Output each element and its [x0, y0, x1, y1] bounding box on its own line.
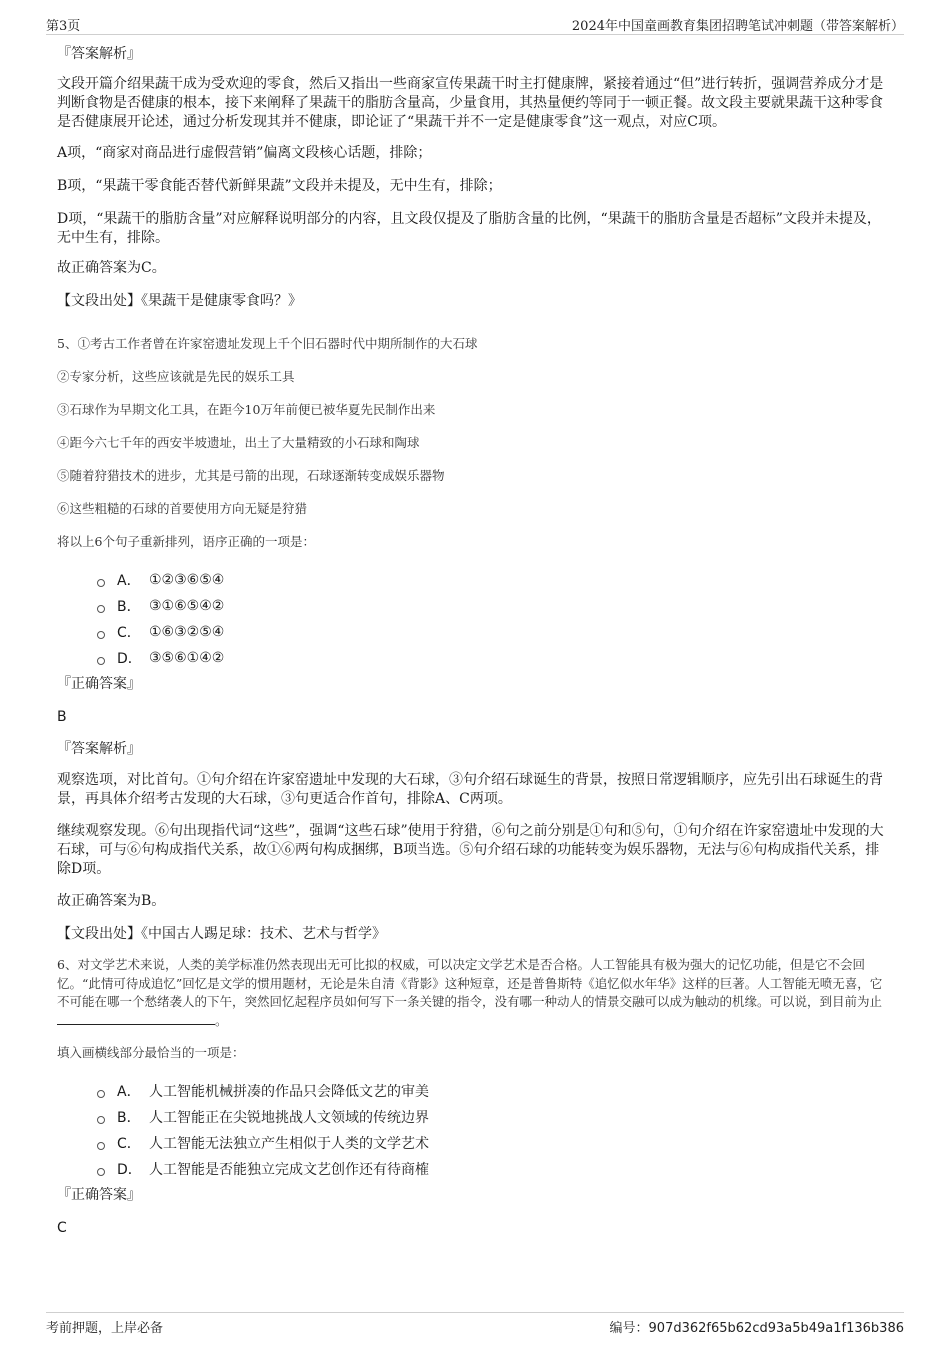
- analysis-paragraph: 继续观察发现。⑥句出现指代词“这些”，强调“这些石球”使用于狩猎，⑥句之前分别是①句和⑤句，①句介绍在许家窑遗址中发现的大石球，可与⑥句构成指代关系，故①⑥两句构成捆绑，B项当选。⑤句介绍石球的功能转变为娱乐器物，无法与⑥句构成指代关系，排除D项。: [57, 823, 884, 877]
- document-title: 2024年中国童画教育集团招聘笔试冲刺题（带答案解析）: [571, 18, 904, 34]
- question-5-sentence-6: ⑥这些粗糙的石球的首要使用方向无疑是狩猎: [57, 501, 308, 516]
- option-d[interactable]: D． 人工智能是否能独立完成文艺创作还有待商榷: [97, 1156, 893, 1182]
- question-5-sentence-3: ③石球作为早期文化工具，在距今10万年前便已被华夏先民制作出来: [57, 402, 436, 417]
- analysis-conclusion: 故正确答案为B。: [57, 893, 166, 909]
- answer-analysis-label: 『答案解析』: [57, 741, 141, 757]
- correct-answer-label: 『正确答案』: [57, 676, 141, 692]
- analysis-option-b: B项，“果蔬干零食能否替代新鲜果蔬”文段并未提及，无中生有，排除；: [57, 178, 502, 194]
- question-5-sentence-5: ⑤随着狩猎技术的进步，尤其是弓箭的出现，石球逐渐转变成娱乐器物: [57, 468, 445, 483]
- radio-icon[interactable]: [97, 631, 105, 639]
- radio-icon[interactable]: [97, 1168, 105, 1176]
- radio-icon[interactable]: [97, 1090, 105, 1098]
- radio-icon[interactable]: [97, 605, 105, 613]
- analysis-paragraph: 文段开篇介绍果蔬干成为受欢迎的零食，然后又指出一些商家宣传果蔬干时主打健康牌，紧接着通过“但”进行转折，强调营养成分才是判断食物是否健康的根本，接下来阐释了果蔬干的脂肪含量高，少量食用，其热量便约等同于一顿正餐。故文段主要就果蔬干这种零食是否健康展开论述，通过分析发现其并不健康，即论证了“果蔬干并不一定是健康零食”这一观点，对应C项。: [57, 76, 884, 130]
- question-5-sentence-2: ②专家分析，这些应该就是先民的娱乐工具: [57, 369, 295, 384]
- page-footer: [46, 1312, 904, 1336]
- radio-icon[interactable]: [97, 657, 105, 665]
- question-5-sentence-4: ④距今六七千年的西安半坡遗址，出土了大量精致的小石球和陶球: [57, 435, 420, 450]
- question-5-options: [57, 567, 893, 671]
- option-b[interactable]: B． ③①⑥⑤④②: [97, 593, 893, 619]
- question-6-prompt: 填入画横线部分最恰当的一项是：: [57, 1045, 245, 1060]
- page-number: 第3页: [46, 18, 81, 34]
- analysis-conclusion: 故正确答案为C。: [57, 260, 166, 276]
- question-5-sentence-1: 5、①考古工作者曾在许家窑遗址发现上千个旧石器时代中期所制作的大石球: [57, 336, 478, 351]
- analysis-option-d: D项，“果蔬干的脂肪含量”对应解释说明部分的内容，且文段仅提及了脂肪含量的比例，“果蔬干的脂肪含量是否超标”文段并未提及，无中生有，排除。: [57, 211, 881, 246]
- analysis-option-a: A项，“商家对商品进行虚假营销”偏离文段核心话题，排除；: [57, 145, 432, 161]
- correct-answer: B: [57, 709, 67, 725]
- radio-icon[interactable]: [97, 1116, 105, 1124]
- analysis-paragraph: 观察选项，对比首句。①句介绍在许家窑遗址中发现的大石球，③句介绍石球诞生的背景，按照日常逻辑顺序，应先引出石球诞生的背景，再具体介绍考古发现的大石球，③句更适合作首句，排除A、C两项。: [57, 772, 883, 807]
- option-a[interactable]: A． 人工智能机械拼凑的作品只会降低文艺的审美: [97, 1078, 893, 1104]
- passage-source: 【文段出处】《果蔬干是健康零食吗？》: [57, 293, 302, 309]
- question-6-stem: 6、对文学艺术来说，人类的美学标准仍然表现出无可比拟的权威，可以决定文学艺术是否合格。人工智能具有极为强大的记忆功能，但是它不会回忆。“此情可待成追忆”回忆是文学的惯用题材，无论是朱自清《背影》这种短章，还是普鲁斯特《追忆似水年华》这样的巨著。人工智能无喷无喜，它不可能在哪一个愁绪袭人的下午，突然回忆起程序员如何写下一条关键的指令，没有哪一种动人的情景交融可以成为触动的机缘。可以说，到目前为止 。: [57, 957, 883, 1028]
- question-6-options: [57, 1078, 893, 1182]
- option-b[interactable]: B． 人工智能正在尖锐地挑战人文领域的传统边界: [97, 1104, 893, 1130]
- page-content: [57, 45, 893, 1251]
- correct-answer-label: 『正确答案』: [57, 1187, 141, 1203]
- page-header: [46, 14, 904, 35]
- option-d[interactable]: D． ③⑤⑥①④②: [97, 645, 893, 671]
- document-code: 编号：907d362f65b62cd93a5b49a1f136b386: [609, 1320, 904, 1336]
- correct-answer: C: [57, 1220, 67, 1236]
- answer-blank: [57, 1012, 215, 1025]
- radio-icon[interactable]: [97, 579, 105, 587]
- footer-slogan: 考前押题，上岸必备: [46, 1320, 164, 1336]
- passage-source: 【文段出处】《中国古人踢足球：技术、艺术与哲学》: [57, 926, 386, 942]
- option-c[interactable]: C． ①⑥③②⑤④: [97, 619, 893, 645]
- question-5-prompt: 将以上6个句子重新排列，语序正确的一项是：: [57, 534, 315, 549]
- option-c[interactable]: C． 人工智能无法独立产生相似于人类的文学艺术: [97, 1130, 893, 1156]
- option-a[interactable]: A． ①②③⑥⑤④: [97, 567, 893, 593]
- answer-analysis-label: 『答案解析』: [57, 46, 141, 62]
- radio-icon[interactable]: [97, 1142, 105, 1150]
